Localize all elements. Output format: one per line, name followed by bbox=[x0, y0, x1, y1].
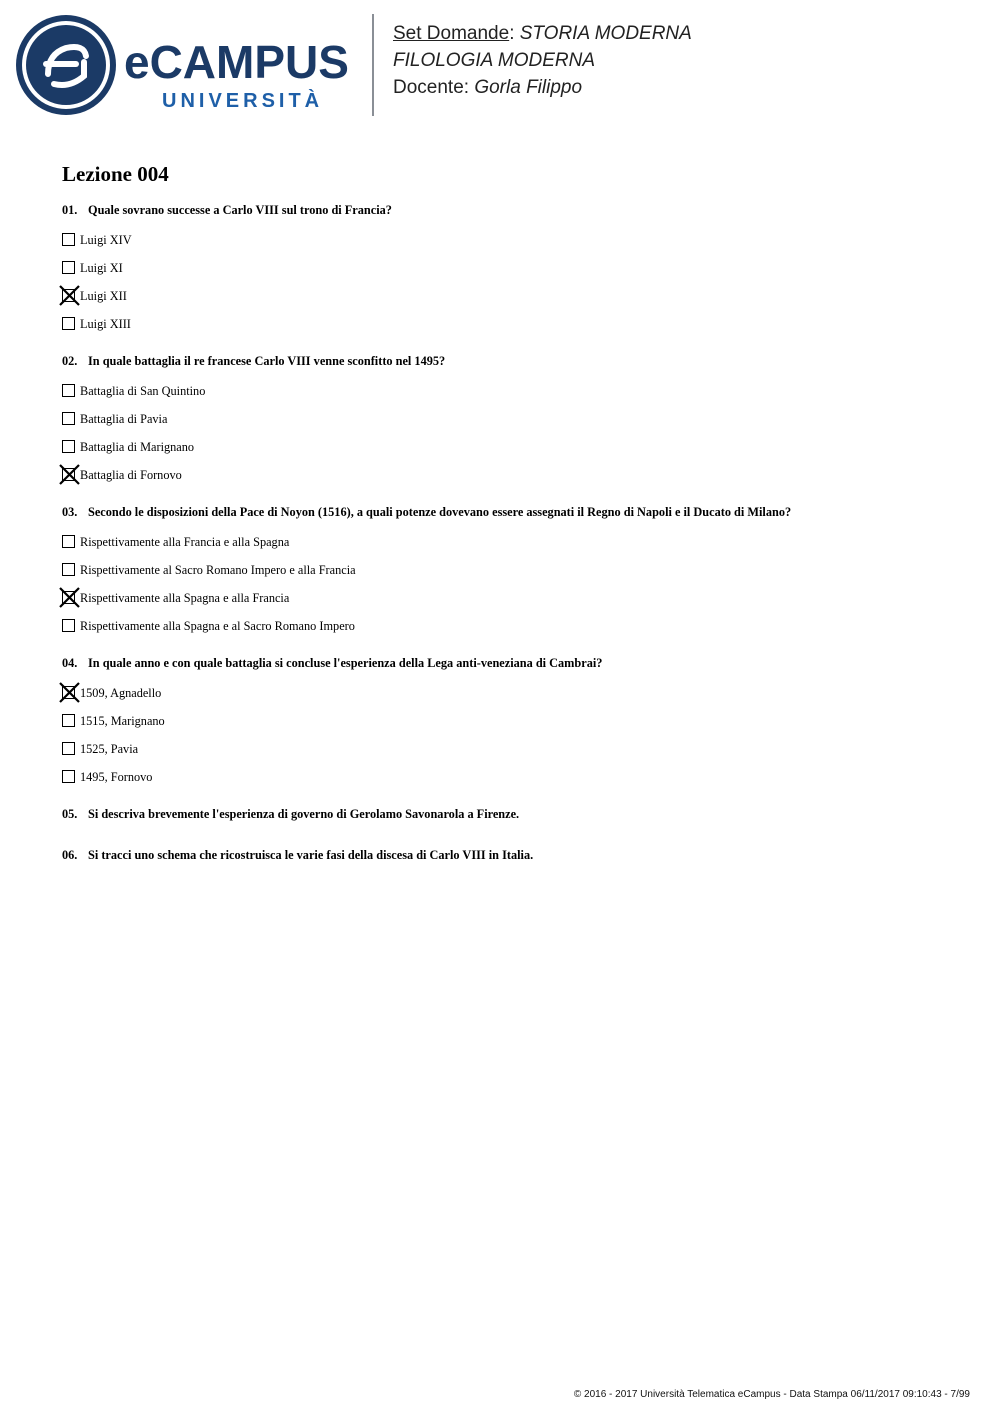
checkbox[interactable] bbox=[62, 619, 75, 632]
question-label: Quale sovrano successe a Carlo VIII sul trono di Francia? bbox=[88, 203, 392, 217]
teacher-label: Docente: bbox=[393, 77, 470, 98]
open-question bbox=[62, 845, 962, 865]
question-text bbox=[62, 502, 962, 522]
answer-label: Battaglia di Marignano bbox=[80, 440, 195, 454]
answer-label: Rispettivamente alla Spagna e alla Francia bbox=[80, 591, 290, 605]
course-subtitle: FILOLOGIA MODERNA bbox=[393, 50, 595, 71]
answer-option[interactable] bbox=[62, 735, 962, 763]
checkbox[interactable] bbox=[62, 742, 75, 755]
answer-label: Battaglia di Fornovo bbox=[80, 468, 182, 482]
question-text bbox=[62, 200, 962, 220]
answer-option[interactable] bbox=[62, 254, 962, 282]
checkbox[interactable] bbox=[62, 714, 75, 727]
question-text bbox=[62, 653, 962, 673]
answer-label: 1515, Marignano bbox=[80, 714, 165, 728]
checkbox[interactable] bbox=[62, 440, 75, 453]
teacher-name: Gorla Filippo bbox=[474, 77, 583, 98]
answer-option[interactable] bbox=[62, 377, 962, 405]
answer-option[interactable] bbox=[62, 556, 962, 584]
question-block bbox=[62, 200, 962, 338]
answer-label: Luigi XI bbox=[80, 261, 123, 275]
check-cross-icon bbox=[59, 682, 80, 703]
question-label: Si descriva brevemente l'esperienza di governo di Gerolamo Savonarola a Firenze. bbox=[88, 807, 520, 821]
checkbox[interactable] bbox=[62, 384, 75, 397]
question-number: 06. bbox=[62, 848, 78, 862]
checkbox[interactable] bbox=[62, 233, 75, 246]
question-label: Si tracci uno schema che ricostruisca le varie fasi della discesa di Carlo VIII in Italia. bbox=[88, 848, 534, 862]
question-number: 04. bbox=[62, 656, 78, 670]
answer-option[interactable] bbox=[62, 612, 962, 640]
answer-list bbox=[62, 226, 962, 338]
question-number: 03. bbox=[62, 505, 78, 519]
header-info bbox=[393, 20, 692, 101]
question-label: Secondo le disposizioni della Pace di Noyon (1516), a quali potenze dovevano essere assegnati il Regno di Napoli e il Ducato di Milano? bbox=[88, 505, 792, 519]
question-number: 01. bbox=[62, 203, 78, 217]
answer-option[interactable] bbox=[62, 707, 962, 735]
question-number: 05. bbox=[62, 807, 78, 821]
set-separator: : bbox=[509, 23, 515, 44]
answer-option[interactable] bbox=[62, 584, 962, 612]
answer-option[interactable] bbox=[62, 405, 962, 433]
page-footer: © 2016 - 2017 Università Telematica eCampus - Data Stampa 06/11/2017 09:10:43 - 7/99 bbox=[573, 1389, 970, 1400]
question-label: In quale anno e con quale battaglia si concluse l'esperienza della Lega anti-veneziana di Cambrai? bbox=[88, 656, 603, 670]
answer-list bbox=[62, 528, 962, 640]
question-text bbox=[62, 351, 962, 371]
open-question bbox=[62, 804, 962, 824]
question-block bbox=[62, 351, 962, 489]
lesson-title: Lezione 004 bbox=[62, 162, 169, 186]
answer-label: 1525, Pavia bbox=[80, 742, 139, 756]
answer-label: Battaglia di Pavia bbox=[80, 412, 168, 426]
header-divider bbox=[372, 14, 374, 116]
answer-option[interactable] bbox=[62, 461, 962, 489]
answer-option[interactable] bbox=[62, 433, 962, 461]
checkbox[interactable] bbox=[62, 535, 75, 548]
check-cross-icon bbox=[59, 464, 80, 485]
logo-subtitle-text: UNIVERSITÀ bbox=[162, 90, 324, 112]
check-cross-icon bbox=[59, 285, 80, 306]
answer-list bbox=[62, 377, 962, 489]
answer-label: 1495, Fornovo bbox=[80, 770, 153, 784]
answer-option[interactable] bbox=[62, 679, 962, 707]
checkbox[interactable] bbox=[62, 563, 75, 576]
set-line bbox=[393, 20, 692, 47]
answer-list bbox=[62, 679, 962, 791]
lesson-content bbox=[62, 160, 962, 886]
answer-option[interactable] bbox=[62, 226, 962, 254]
question-label: In quale battaglia il re francese Carlo VIII venne sconfitto nel 1495? bbox=[88, 354, 446, 368]
answer-option[interactable] bbox=[62, 310, 962, 338]
answer-label: Luigi XIV bbox=[80, 233, 132, 247]
answer-option[interactable] bbox=[62, 528, 962, 556]
answer-label: Luigi XIII bbox=[80, 317, 131, 331]
check-cross-icon bbox=[59, 587, 80, 608]
answer-label: Battaglia di San Quintino bbox=[80, 384, 206, 398]
checkbox[interactable] bbox=[62, 261, 75, 274]
question-number: 02. bbox=[62, 354, 78, 368]
answer-option[interactable] bbox=[62, 763, 962, 791]
checkbox[interactable] bbox=[62, 770, 75, 783]
answer-label: Luigi XII bbox=[80, 289, 127, 303]
teacher-line bbox=[393, 74, 692, 101]
question-block bbox=[62, 653, 962, 791]
answer-label: 1509, Agnadello bbox=[80, 686, 162, 700]
checkbox[interactable] bbox=[62, 317, 75, 330]
course-name: STORIA MODERNA bbox=[519, 23, 692, 44]
logo-brand-text: eCAMPUS bbox=[124, 36, 349, 88]
checkbox[interactable] bbox=[62, 412, 75, 425]
answer-option[interactable] bbox=[62, 282, 962, 310]
answer-label: Rispettivamente al Sacro Romano Impero e alla Francia bbox=[80, 563, 356, 577]
set-label: Set Domande bbox=[393, 23, 510, 44]
ecampus-logo bbox=[14, 14, 359, 118]
answer-label: Rispettivamente alla Spagna e al Sacro Romano Impero bbox=[80, 619, 355, 633]
answer-label: Rispettivamente alla Francia e alla Spagna bbox=[80, 535, 290, 549]
question-block bbox=[62, 502, 962, 640]
